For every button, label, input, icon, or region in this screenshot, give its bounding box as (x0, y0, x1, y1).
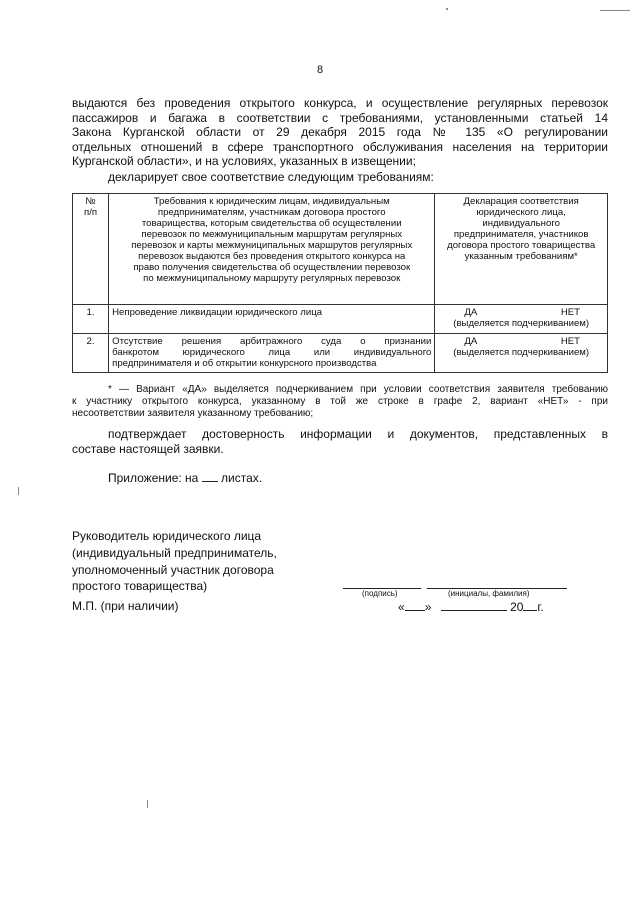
table-row (73, 305, 608, 334)
row-number: 2. (73, 334, 109, 373)
scan-mark (18, 487, 19, 495)
name-label: (инициалы, фамилия) (448, 589, 530, 598)
date-open-quote: « (398, 600, 405, 614)
table-row (73, 334, 608, 373)
row-number: 1. (73, 305, 109, 334)
header-num-abbrev: п/п (84, 207, 98, 218)
requirement-line: Отсутствие решения арбитражного суда о признании (112, 336, 432, 347)
footnote-line: к участнику открытого конкурса, указанному в той же строке в графе 2, вариант «НЕТ» - при (72, 396, 608, 407)
paragraph-line: отдельных отношений в сфере транспортного обслуживания населения на территории (72, 139, 608, 154)
header-line: юридического лица, (476, 207, 566, 218)
header-num-symbol: № (85, 196, 96, 207)
confirm-line: подтверждает достоверность информации и документов, представленных в (108, 427, 608, 441)
row-declaration (435, 305, 608, 334)
header-line: индивидуального (482, 218, 560, 229)
header-line: указанным требованиям* (464, 251, 578, 262)
page-number: 8 (316, 64, 324, 76)
seal-note: М.П. (при наличии) (72, 599, 179, 613)
yes-option[interactable]: ДА (464, 336, 478, 347)
footnote-line: * — Вариант «ДА» выделяется подчеркиванием при условии соответствия заявителя требованию (108, 384, 608, 395)
body-paragraph (72, 96, 608, 169)
no-option[interactable]: НЕТ (560, 307, 580, 318)
header-line: Декларация соответствия (463, 196, 579, 207)
header-line: предпринимателям, участникам договора простого (157, 207, 386, 218)
header-requirements-cell (109, 194, 435, 305)
footnote-line: несоответствии заявителя указанному требованию; (72, 408, 314, 419)
header-declaration-cell (435, 194, 608, 305)
scan-mark (600, 10, 630, 11)
header-line: перевозок по межмуниципальным маршрутам регулярных (141, 229, 403, 240)
header-line: перевозок выдаются без проведения открытого конкурса на (138, 251, 406, 262)
year-suffix: г. (537, 600, 544, 614)
paragraph-line: Закона Курганской области от 29 декабря 2015 года № 135 «О регулировании (72, 125, 608, 140)
signatory-block (72, 528, 277, 595)
requirement-line: предпринимателя и об открытии конкурсного производства (112, 358, 377, 369)
footnote (72, 384, 608, 420)
header-line: товарищества, которым свидетельства об осуществлении (141, 218, 402, 229)
signatory-line: (индивидуальный предприниматель, (72, 545, 277, 560)
year-prefix: 20 (510, 600, 524, 614)
row-requirement: Непроведение ликвидации юридического лица (109, 305, 435, 334)
underline-note: (выделяется подчеркиванием) (453, 318, 590, 329)
row-declaration (435, 334, 608, 373)
scan-mark (147, 800, 148, 808)
declares-line: декларирует свое соответствие следующим требованиям: (108, 170, 434, 184)
yes-option[interactable]: ДА (464, 307, 478, 318)
header-line: по межмуниципальному маршруту регулярных перевозок (143, 273, 401, 284)
header-line: Требования к юридическим лицам, индивидуальным (153, 196, 390, 207)
requirements-table (72, 193, 608, 373)
table-header-row (73, 194, 608, 305)
appendix-line (108, 470, 262, 485)
signatory-line: Руководитель юридического лица (72, 529, 262, 543)
header-line: договора простого товарищества (447, 240, 596, 251)
underline-note: (выделяется подчеркиванием) (453, 347, 590, 358)
header-num-cell (73, 194, 109, 305)
scan-mark (446, 8, 448, 10)
signatory-line: простого товарищества) (72, 579, 208, 594)
signature-label: (подпись) (362, 589, 398, 598)
appendix-count-blank[interactable] (202, 470, 218, 482)
requirement-line: банкротом юридического лица или индивидуального (112, 347, 432, 358)
paragraph-line: Курганской области», и на условиях, указанных в извещении; (72, 154, 416, 169)
day-blank[interactable] (405, 599, 425, 611)
month-blank[interactable] (441, 599, 507, 611)
row-requirement (109, 334, 435, 373)
confirm-line: составе настоящей заявки. (72, 441, 224, 456)
paragraph-line: выдаются без проведения открытого конкурса, и осуществление регулярных перевозок (72, 96, 608, 110)
header-line: предпринимателя, участников (453, 229, 589, 240)
date-line (398, 599, 544, 614)
paragraph-line: пассажиров и багажа в соответствии с требованиями, установленными статьей 14 (72, 110, 608, 125)
year-blank[interactable] (523, 599, 537, 611)
appendix-suffix: листах. (221, 471, 263, 485)
confirm-paragraph (72, 427, 608, 456)
appendix-prefix: Приложение: на (108, 471, 199, 485)
header-line: право получения свидетельства об осуществлении перевозок (133, 262, 411, 273)
header-line: перевозок и карты межмуниципальных маршрутов регулярных (131, 240, 413, 251)
no-option[interactable]: НЕТ (560, 336, 580, 347)
signatory-line: уполномоченный участник договора (72, 562, 274, 577)
date-close-quote: » (424, 600, 432, 614)
